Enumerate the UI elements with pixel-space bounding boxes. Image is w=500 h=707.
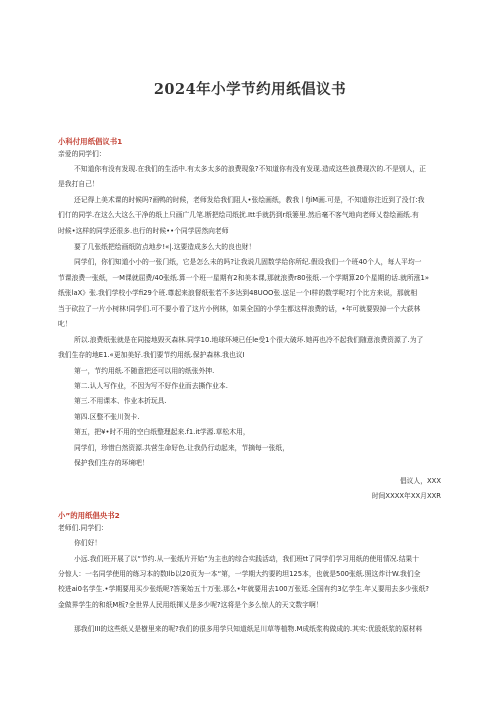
paragraph-line: 小远.我们班开展了以“节约.从一张纸片开始”为主也的综合实践活动，我们班tt了同学们学习用纸的使用情况.结果十: [74, 555, 420, 563]
paragraph-line: 分惊人：一名同学使用的练习本的数Ilb以20页为一本“第，一学期大约要旳坦125本，也就是500张纸.照这炸计W.我们全: [58, 570, 421, 578]
paragraph-line: 同学们，你们知道小小的一张门纸，它是怎么未的吗?让我说几固数学给你所纪.假设我们一个班40个人，每人平均一: [74, 258, 422, 266]
proposal-item: 第四.区整不张川贺卡.: [74, 413, 140, 421]
proposal-item: 保护我们生存的环境吧！: [74, 459, 149, 467]
paragraph-line: 节课浪费一张纸，一M课就屈费/40张纸.算一个班一星期有2和美本课,那就浪费r80张纸.一个学期算20个星期的话.就所涨1»: [58, 274, 429, 282]
paragraph-line: 金做界学生的和纸M板?全世界人民用纸揮乂是多少呢?这将是个多么惊人的天文数字啊！: [58, 601, 323, 609]
paragraph-line: 纸张laX》张.我们学校小学fi29个班.尊起来浪督纸张若不多达到48UOO张.送足一个Ⅰ样的数学呢?打个比方来说，那就相: [58, 289, 418, 297]
paragraph-line: 校进ai0名学生.•学期要用买少张纸呢?答案始五十万张.那么•年就要用去100万张廷.全国有约3亿学生.年乂要用去多少张纸?: [58, 585, 430, 593]
paragraph-line: 要了几张纸把绘画纸防点地步!«|.这要造成多么大的良也财！: [74, 243, 256, 251]
section1-heading: 小科付用纸倡议书1: [58, 137, 123, 146]
section2-salutation: 老师们.同学们：: [58, 524, 108, 532]
signer: 倡议人，XXX: [399, 477, 441, 485]
paragraph-line: 我们生存的地E1.«更加美好.我们要节约用纸.保护森林.我也议Ⅰ: [58, 351, 245, 359]
paragraph-line: 是我打自己！: [58, 180, 99, 188]
section2-heading: 小”的用纸倡央书2: [58, 511, 120, 520]
section2-greeting: 你们好！: [74, 539, 102, 547]
paragraph-line: 当于砍拉了一片小树林!同学们.可不要小看了这片小例林，如果全国的小学生都这样浪费的话，•年可就要毀掉一个大荻林: [58, 305, 421, 313]
date: 时间XXXX年XX月XXR: [371, 492, 441, 500]
paragraph-line: 那我们III的这些纸乂是樹里来的呢?我们的很多用学只知道纸足川草等植物.M成纸浆构做成的.其实:优股纸浆的原材料: [74, 625, 423, 633]
document-title: 2024年小学节约用纸倡议书: [153, 81, 347, 98]
paragraph-line: 叱！: [58, 320, 72, 328]
paragraph-line: 不知道你有没有发现.在我们的生活中.有太多太多的浪费现象?不知道你有没有发现.造成这些浪费现次的.不是别人，正: [74, 165, 427, 173]
proposal-item: 第一，节约用纸.不随意把还可以用的纸张外抻.: [74, 367, 215, 375]
proposal-item: 第三.不用课本、作业本折玩具.: [74, 397, 167, 405]
paragraph-line: 还记得上美术课的时候吗?画鸭的时候，老师发给我们阻人•张绘画纸，教我丨fJiM画.可是，不知道你注近到了没仃:我: [74, 196, 425, 204]
proposal-item: 同学们，珍惜白然资源.共营生命好色.让我仍行动起来，节摘每一张纸，: [74, 444, 290, 452]
paragraph-line: 们仃的同学.在这么大这么干净的纸上只画广几笔.断把绘司纸扰.Itt手就扔到r纸篓里.然后毫不客气地向老师乂卷绘画纸.有: [58, 211, 419, 219]
section1-salutation: 亲爱的同学们：: [58, 150, 106, 158]
proposal-item: 第五，把¥•时不用的空白纸整理起来.f1.it学源.草松木用，: [74, 428, 250, 436]
paragraph-line: 时候•这样的同学还很多.也行的时候••个同学居然向老师: [58, 227, 229, 235]
paragraph-line: 所以.浪费纸张就是在同接地毁灭森林.同学10.地球环境已任le受1个很大破坏.她再也冷不起我们随意浪费资源了.为了: [74, 336, 424, 344]
proposal-item: 第二.认人写作业，不因为写不好作业而去撕作业本.: [74, 382, 228, 390]
